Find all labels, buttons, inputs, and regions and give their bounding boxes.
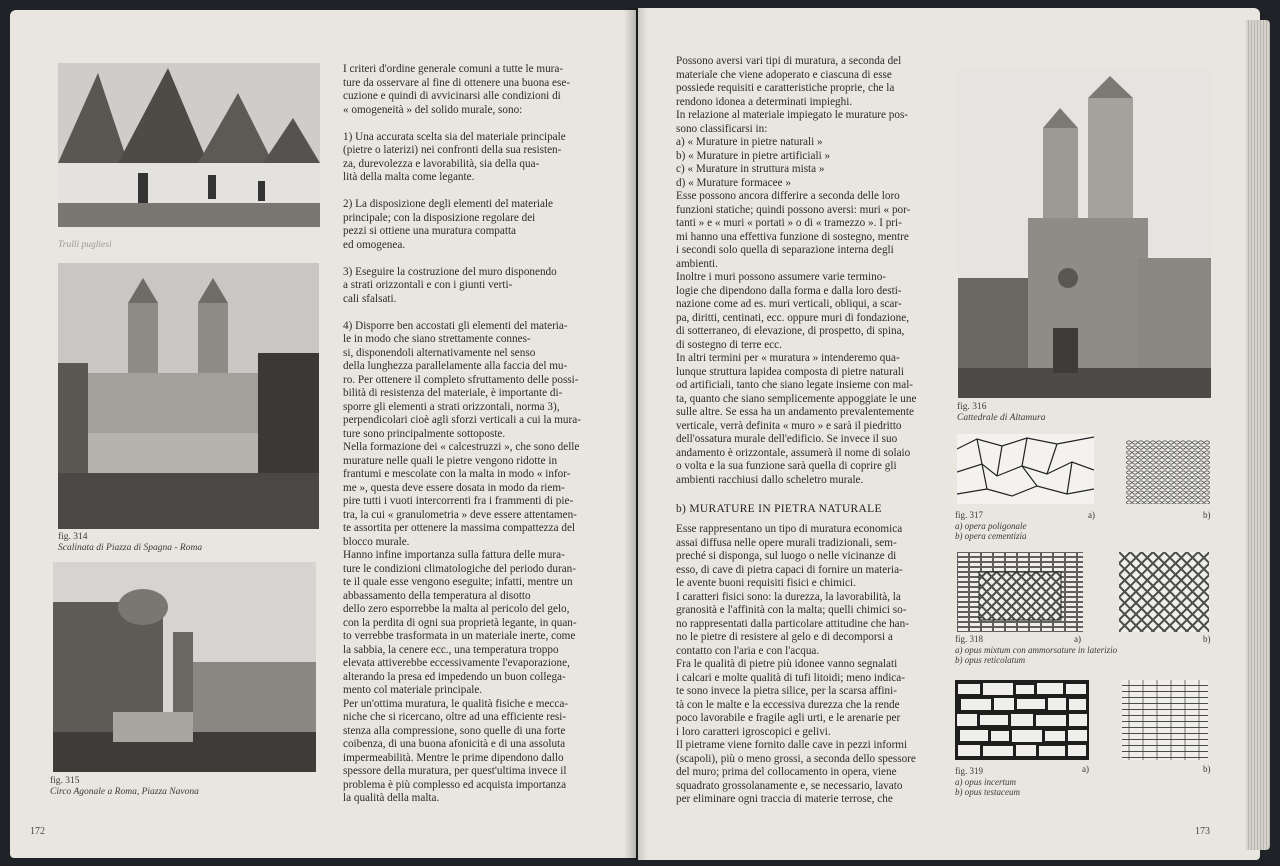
text-line: lità della malta come legante. — [343, 171, 475, 183]
pattern-label-317b: b) — [1203, 510, 1211, 520]
text-line: funzioni statiche; quindi possono aversi: muri « por- — [676, 203, 911, 216]
text-line — [343, 306, 605, 320]
text-line: In relazione al materiale impiegato le murature pos- — [676, 109, 909, 121]
text-line: Il pietrame viene fornito dalle cave in pezzi informi — [676, 739, 908, 751]
text-line: te assortita per ottenere la massima compattezza del — [343, 522, 576, 534]
text-line: a) « Murature in pietre naturali » — [676, 136, 823, 148]
text-line: pire tutti i vuoti intercorrenti fra i frammenti di pie- — [343, 495, 574, 507]
text-line — [343, 117, 605, 131]
text-line: i calcari e molte qualità di tufi litoidi; meno indica- — [676, 671, 905, 684]
fig-caption-trulli: Trulli pugliesi — [58, 240, 112, 250]
text-line: od artificiali, tanto che siano legate insieme con mal- — [676, 379, 914, 391]
text-line: 1) Una accurata scelta sia del materiale principale — [343, 130, 566, 143]
page-edges — [1246, 20, 1270, 850]
page-number-left: 172 — [30, 826, 45, 837]
text-line: tà con le malte e la eccessiva durezza che la rende — [676, 698, 900, 711]
text-line: pa, diritti, centinati, ecc. oppure muri di fondazione, — [676, 311, 909, 324]
pattern-opus-reticolatum — [1119, 552, 1209, 632]
text-line: ture le condizioni climatologiche del periodo duran- — [343, 562, 576, 575]
text-line: assai diffusa nelle opere murali tradizionali, sem- — [676, 536, 897, 549]
text-line: I caratteri fisici sono: la durezza, la lavorabilità, la — [676, 590, 901, 603]
text-line: tra, la cui « granulometria » deve essere attentamen- — [343, 508, 577, 521]
fig-caption-317: fig. 317 a) opera poligonale b) opera cementizia — [955, 510, 1027, 541]
text-line: to verrebbe trasformata in un materiale inerte, come — [343, 630, 576, 642]
text-line: ta, quanto che siano semplicemente appoggiate le une — [676, 392, 917, 405]
text-line: verticale, verrà definita « muro » e sarà il piedritto — [676, 419, 902, 432]
pattern-label-318a: a) — [1074, 634, 1081, 644]
text-line: sulle altre. Se essa ha un andamento prevalentemente — [676, 406, 914, 418]
text-line: abbassamento della temperatura al disotto — [343, 589, 531, 602]
pattern-opera-poligonale — [957, 434, 1094, 504]
text-line: cuzione e quindi di avvicinarsi alle condizioni di — [343, 90, 561, 102]
pattern-opera-cementizia — [1126, 440, 1210, 504]
text-line: niche che si ricercano, oltre ad una efficiente resi- — [343, 711, 567, 723]
text-line: granosità e l'affinità con la malta; quelli chimici so- — [676, 604, 907, 616]
text-line: Nella formazione dei « calcestruzzi », che sono delle — [343, 441, 580, 453]
text-line: le avente buoni requisiti fisici e chimici. — [676, 577, 856, 589]
text-line: materiale che viene adoperato e ciascuna di esse — [676, 68, 892, 81]
fig-caption-315: fig. 315 Circo Agonale a Roma, Piazza Navona — [50, 776, 199, 797]
fig-caption-314: fig. 314 Scalinata di Piazza di Spagna - Roma — [58, 532, 203, 553]
pattern-label-317a: a) — [1088, 510, 1095, 520]
text-line: lunque struttura lapidea composta di pietre naturali — [676, 365, 905, 378]
text-line: contatto con l'aria e con l'acqua. — [676, 644, 820, 657]
text-line: o volta e la sua funzione sarà quella di coprire gli — [676, 460, 897, 472]
text-line: problema è più complesso ed acquista importanza — [343, 778, 567, 791]
text-line: tanti » e « muri « portati » o di « tramezzo ». I pri- — [676, 217, 902, 229]
text-line: spessore della muratura, per quest'ultima invece il — [343, 765, 567, 777]
text-line: Inoltre i muri possono assumere varie termino- — [676, 271, 887, 283]
text-line: Esse rappresentano un tipo di muratura economica — [676, 523, 903, 535]
text-line: si, disponendoli alternativamente nel senso — [343, 346, 536, 359]
fig-caption-318: fig. 318 a) opus mixtum con ammorsature in laterizio b) opus reticolatum — [955, 634, 1118, 665]
text-line: Per un'ottima muratura, le qualità fisiche e mecca- — [343, 697, 569, 710]
text-line: rendono idonea a determinati impieghi. — [676, 95, 853, 108]
text-line — [343, 252, 605, 266]
text-line: frantumi e mescolate con la malta in modo « infor- — [343, 468, 571, 480]
text-line: te sono invece la pietra silice, per la scarsa affini- — [676, 685, 897, 697]
text-line: per eliminare ogni traccia di materie terrose, che — [676, 793, 893, 805]
text-line: del muro; prima del collocamento in opera, viene — [676, 766, 897, 778]
text-line: 3) Eseguire la costruzione del muro disponendo — [343, 265, 557, 278]
text-line: cali sfalsati. — [343, 292, 397, 305]
photo-piazza-navona — [53, 562, 316, 772]
text-line: mento col materiale principale. — [343, 684, 483, 696]
text-line: ed omogenea. — [343, 238, 406, 251]
text-line: b) « Murature in pietre artificiali » — [676, 149, 831, 162]
text-line: logie che dipendono dalla forma e dalla loro desti- — [676, 284, 902, 297]
text-line: pezzi si ottiene una muratura compatta — [343, 225, 517, 237]
right-text-column-top — [676, 55, 938, 487]
fig-caption-319: fig. 319 a) opus incertum b) opus testaceum — [955, 766, 1020, 797]
text-line: bilità di resistenza del materiale, è importante di- — [343, 387, 563, 399]
text-line: d) « Murature formacee » — [676, 176, 791, 189]
text-line: i secondi solo quella di separazione interna degli — [676, 244, 894, 256]
text-line: za, durevolezza e lavorabilità, sia della qua- — [343, 157, 540, 170]
text-line: principale; con la disposizione regolare dei — [343, 211, 536, 224]
text-line: I criteri d'ordine generale comuni a tutte le mura- — [343, 63, 564, 75]
text-line: (scapoli), più o meno grossi, a seconda dello spessore — [676, 752, 916, 765]
text-line: coibenza, di una buona afonicità e di una assoluta — [343, 738, 566, 750]
text-line: Fra le qualità di pietre più idonee vanno segnalati — [676, 658, 898, 670]
text-line: 2) La disposizione degli elementi del materiale — [343, 198, 554, 210]
text-line: ambienti. — [676, 257, 718, 270]
text-line: elevata attiverebbe eccessivamente l'evaporazione, — [343, 657, 570, 669]
text-line: ro. Per ottenere il completo sfruttamento delle possi- — [343, 373, 579, 386]
pattern-opus-mixtum — [957, 552, 1083, 632]
text-line: la sabbia, la cenere ecc., una temperatura troppo — [343, 643, 559, 656]
text-line: possiede requisiti e caratteristiche proprie, che la — [676, 82, 895, 94]
text-line: i loro caratteri igroscopici e gelivi. — [676, 725, 831, 738]
text-line: blocco murale. — [343, 535, 410, 548]
text-line — [343, 185, 605, 199]
text-line: te il quale esse vengono eseguite; infatti, mentre un — [343, 576, 573, 588]
text-line: andamento è orizzontale, assumerà il nome di solaio — [676, 446, 911, 459]
photo-trulli — [58, 63, 320, 227]
text-line: con la perdita di ogni sua proprietà legante, in quan- — [343, 616, 577, 629]
page-number-right: 173 — [1195, 826, 1210, 837]
text-line: ture da osservare al fine di ottenere una buona ese- — [343, 76, 571, 89]
text-line: la qualità della malta. — [343, 792, 440, 804]
text-line: sono classificarsi in: — [676, 122, 768, 135]
text-line: nazione come ad es. muri verticali, obliqui, a scar- — [676, 298, 902, 310]
text-line: c) « Murature in struttura mista » — [676, 163, 825, 175]
text-line: sporre gli elementi a strati orizzontali, norma 3), — [343, 400, 560, 413]
text-line: « omogeneità » del solido murale, sono: — [343, 103, 523, 116]
text-line: mi hanno una effettiva funzione di sostegno, mentre — [676, 230, 909, 243]
fig-caption-316: fig. 316 Cattedrale di Altamura — [957, 402, 1046, 423]
text-line: me », questa deve essere dosata in modo da riem- — [343, 481, 565, 494]
text-line: Hanno infine importanza sulla fattura delle mura- — [343, 549, 565, 561]
text-line: a strati orizzontali e con i giunti verti- — [343, 279, 513, 291]
text-line: dell'ossatura murale dell'edificio. Se invece il suo — [676, 433, 898, 445]
text-line: squadrato grossolanamente e, se necessario, lavato — [676, 779, 903, 792]
pattern-opus-incertum — [955, 680, 1089, 760]
right-text-column-bottom — [676, 523, 938, 807]
text-line: perpendicolari cioè agli sforzi verticali a cui la mura- — [343, 414, 581, 426]
pattern-label-318b: b) — [1203, 634, 1211, 644]
text-line: Esse possono ancora differire a seconda delle loro — [676, 190, 900, 202]
text-line: esso, di cave di pietra capaci di fornire un materia- — [676, 563, 903, 576]
text-line: (pietre o laterizi) nei confronti della sua resisten- — [343, 144, 562, 156]
text-line: le in modo che siano strettamente connes- — [343, 333, 531, 345]
text-line: In altri termini per « muratura » intenderemo qua- — [676, 352, 900, 364]
text-line: dello zero esporrebbe la malta al pericolo del gelo, — [343, 603, 570, 615]
text-line: alterando la presa ed impedendo un buon collega- — [343, 670, 566, 683]
text-line: no rappresentati dalla particolare attitudine che han- — [676, 617, 909, 630]
book-gutter — [624, 8, 648, 860]
text-line: preché si disponga, sul luogo o nelle vicinanze di — [676, 550, 897, 562]
text-line: impermeabilità. Mentre le prime dipendono dallo — [343, 751, 564, 764]
photo-cattedrale-altamura — [958, 68, 1211, 398]
text-line: no le pietre di resistere al gelo e di decomporsi a — [676, 631, 893, 643]
text-line: 4) Disporre ben accostati gli elementi del materia- — [343, 319, 568, 332]
left-text-column — [343, 63, 605, 806]
text-line: ture sono principalmente sottoposte. — [343, 427, 506, 440]
text-line: stenza alla compressione, sono quelle di una forte — [343, 724, 566, 737]
text-line: murature nelle quali le pietre vengono ridotte in — [343, 454, 558, 467]
photo-piazza-spagna — [58, 263, 319, 529]
pattern-label-319a: a) — [1082, 764, 1089, 774]
pattern-opus-testaceum — [1122, 680, 1208, 760]
text-line: ambienti racchiusi dallo scheletro murale. — [676, 473, 864, 486]
text-line: di sotterraneo, di elevazione, di prospetto, di spina, — [676, 325, 905, 337]
section-heading: b) MURATURE IN PIETRA NATURALE — [676, 503, 882, 515]
text-line: poco lavorabile e fragile agli urti, e le arenarie per — [676, 712, 901, 724]
text-line: della lunghezza parallelamente alla faccia del mu- — [343, 360, 568, 372]
text-line: di sostegno di terre ecc. — [676, 338, 782, 351]
pattern-label-319b: b) — [1203, 764, 1211, 774]
text-line: Possono aversi vari tipi di muratura, a seconda del — [676, 55, 902, 67]
